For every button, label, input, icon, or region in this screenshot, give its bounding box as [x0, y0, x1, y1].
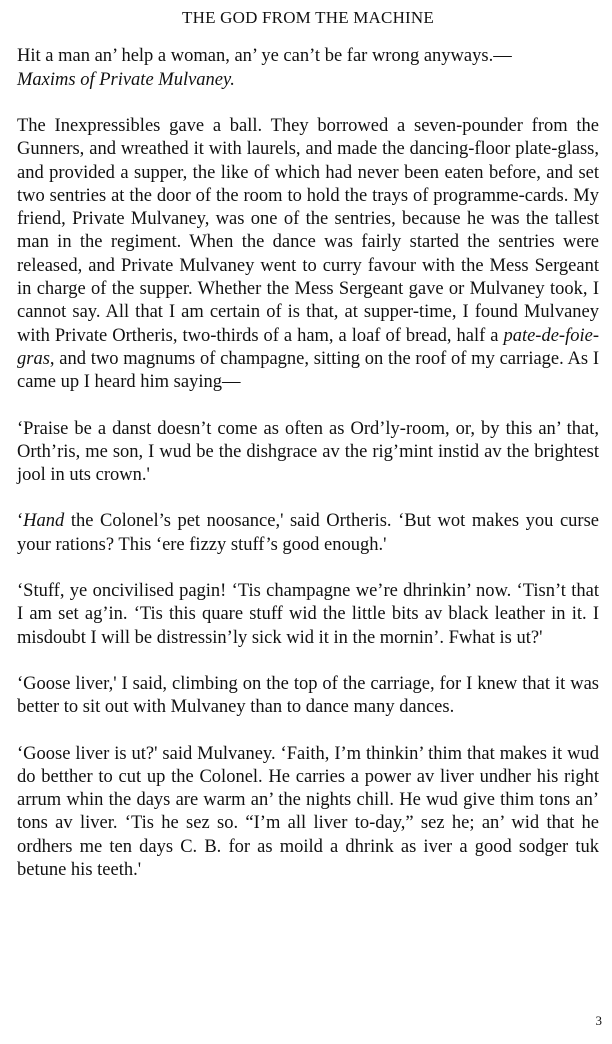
paragraph-1-italic: pate-de-foie-gras — [17, 325, 599, 369]
epigraph-text: Hit a man an’ help a woman, an’ ye can’t be far wrong anyways.— — [17, 46, 512, 66]
paragraph-1-text-a: The Inexpressibles gave a ball. They borrowed a seven-pounder from the Gunners, and wreathed it with laurels, and made the dancing-floor plate-glass, and provided a supper, the like of which had never been eaten before, and set two sentries at the door of the room to hold the trays of programme-cards. My friend, Private Mulvaney, was one of the sentries, because he was the tallest man in the regiment. When the dance was fairly started the sentries were released, and Private Mulvaney went to curry favour with the Mess Sergeant in charge of the supper. Whether the Mess Sergeant gave or Mulvaney took, I cannot say. All that I am certain of is that, at supper-time, I found Mulvaney with Private Ortheris, two-thirds of a ham, a loaf of bread, half a — [17, 116, 599, 346]
paragraph-3-text: the Colonel’s pet noosance,' said Ortheris. ‘But wot makes you curse your rations? This ‘ere fizzy stuff’s good enough.' — [17, 511, 599, 555]
epigraph-attribution: Maxims of Private Mulvaney. — [17, 69, 235, 90]
paragraph-2: ‘Praise be a danst doesn’t come as often as Ord’ly-room, or, by this an’ that, Orth’ris, me son, I wud be the dishgrace av the rig’mint instid av the brightest jool in uts crown.' — [17, 418, 599, 486]
paragraph-3-italic: Hand — [23, 511, 65, 532]
epigraph — [17, 45, 599, 92]
paragraph-5: ‘Goose liver,' I said, climbing on the top of the carriage, for I knew that it was better to sit out with Mulvaney than to dance many dances. — [17, 673, 599, 718]
paragraph-3 — [17, 510, 599, 557]
paragraph-6: ‘Goose liver is ut?' said Mulvaney. ‘Faith, I’m thinkin’ thim that makes it wud do betther to cut up the Colonel. He carries a power av liver undher his right arrum whin the days are warm an’ the nights chill. He wud give thim tons an’ tons av liver. ‘Tis he sez so. “I’m all liver to-day,” sez he; an’ wid that he ordhers me ten days C. B. for as moild a dhrink as iver a good sodger tuk betune his teeth.' — [17, 743, 599, 881]
paragraph-1 — [17, 115, 599, 395]
paragraph-4: ‘Stuff, ye oncivilised pagin! ‘Tis champagne we’re dhrinkin’ now. ‘Tisn’t that I am set ag’in. ‘Tis this quare stuff wid the little bits av black leather in it. I misdoubt I will be distressin’ly sick wid it in the mornin’. Fwhat is ut?' — [17, 581, 599, 648]
chapter-title: THE GOD FROM THE MACHINE — [182, 8, 434, 27]
paragraph-3-open-quote: ‘ — [17, 511, 24, 532]
page-number: 3 — [595, 1013, 602, 1028]
paragraph-1-text-b: , and two magnums of champagne, sitting on the roof of my carriage. As I came up I heard him saying— — [17, 348, 599, 393]
